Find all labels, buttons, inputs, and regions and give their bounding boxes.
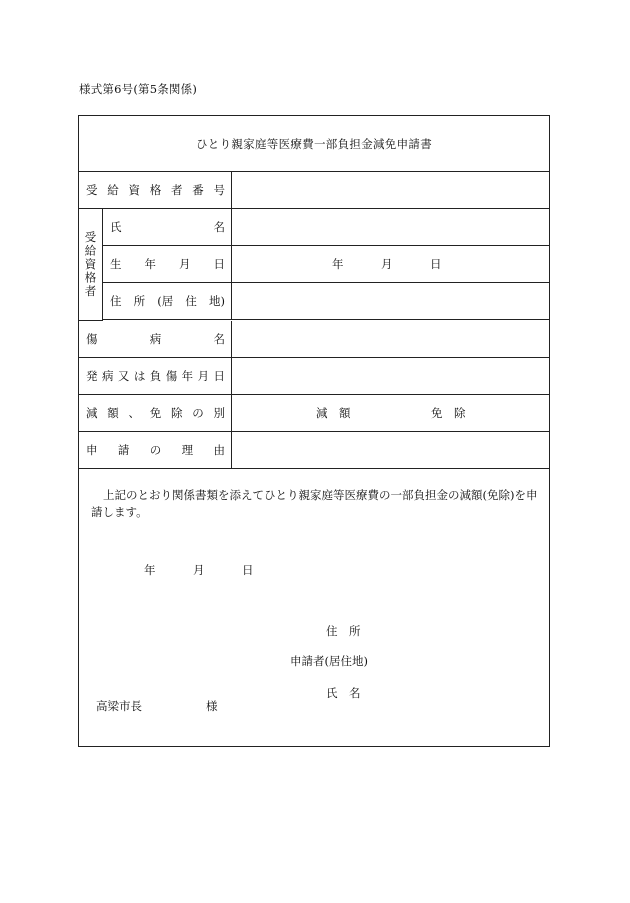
address-field[interactable] (232, 283, 549, 319)
label-char: 給 (107, 183, 119, 197)
label-char: 傷 (165, 369, 178, 383)
recipient-number-field[interactable] (232, 172, 549, 208)
row-type (79, 395, 549, 432)
label-char: 病 (101, 369, 114, 383)
onset-date-field[interactable] (232, 358, 549, 394)
label-char: 又 (117, 369, 130, 383)
label-type (79, 395, 232, 431)
row-address (103, 283, 549, 320)
birthdate-field[interactable] (232, 246, 549, 282)
exemption-option[interactable]: 免 除 (431, 406, 466, 420)
label-char: (居 (157, 294, 174, 308)
form-number: 様式第6号(第5条関係) (79, 82, 198, 96)
label-char: 地) (209, 294, 225, 308)
applicant-name-label: 氏 名 (326, 686, 361, 700)
application-date[interactable] (144, 562, 254, 578)
illness-field[interactable] (232, 321, 549, 357)
label-char: は (133, 369, 146, 383)
applicant-label: 申請者(居住地) (290, 654, 368, 668)
birth-year-unit: 年 (332, 257, 344, 271)
label-char: 年 (144, 257, 156, 271)
row-onset (79, 358, 549, 395)
date-month-unit: 月 (193, 563, 205, 577)
applicant-address-label: 住 所 (326, 624, 361, 638)
label-char: 除 (171, 406, 183, 420)
form-title: ひとり親家庭等医療費一部負担金減免申請書 (79, 116, 549, 172)
label-char: 負 (149, 369, 162, 383)
label-char: 年 (181, 369, 194, 383)
label-address (103, 283, 232, 319)
label-char: 減 (86, 406, 98, 420)
label-char: 請 (117, 443, 130, 457)
row-birthdate (103, 246, 549, 283)
label-char: 月 (179, 257, 191, 271)
row-name (103, 209, 549, 246)
label-char: 理 (181, 443, 194, 457)
label-char: 番 (192, 183, 204, 197)
label-char: 日 (213, 257, 225, 271)
label-char: 住 (185, 294, 197, 308)
label-char: 名 (213, 220, 225, 234)
label-char: 格 (149, 183, 162, 197)
birth-month-unit: 月 (381, 257, 393, 271)
label-char: 名 (213, 332, 225, 346)
label-char: 所 (133, 294, 146, 308)
label-recipient-number (79, 172, 232, 208)
recipient-group-label: 受給資格者 (83, 230, 98, 299)
label-char: 病 (149, 332, 162, 346)
label-char: 氏 (110, 220, 122, 234)
label-char: 免 (149, 406, 162, 420)
type-field (232, 395, 549, 431)
label-char: 申 (86, 443, 98, 457)
date-day-unit: 日 (242, 563, 254, 577)
addressee-honorific: 様 (206, 699, 218, 713)
label-char: の (192, 406, 204, 420)
reduction-option[interactable]: 減 額 (316, 406, 351, 420)
application-statement: 上記のとおり関係書類を添えてひとり親家庭等医療費の一部負担金の減額(免除)を申請します。 (91, 488, 538, 519)
label-char: 住 (110, 294, 122, 308)
reason-field[interactable] (232, 432, 549, 468)
label-char: 者 (171, 183, 183, 197)
row-reason (79, 432, 549, 469)
label-char: 月 (197, 369, 210, 383)
label-birthdate (103, 246, 232, 282)
name-field[interactable] (232, 209, 549, 245)
label-char: 号 (213, 183, 225, 197)
label-onset (79, 358, 232, 394)
date-year-unit: 年 (144, 563, 156, 577)
label-char: 生 (110, 257, 122, 271)
recipient-group-header (79, 209, 103, 321)
label-char: の (149, 443, 162, 457)
application-form (78, 115, 550, 747)
label-char: 日 (213, 369, 225, 383)
row-illness (79, 321, 549, 358)
label-illness (79, 321, 232, 357)
label-char: 傷 (86, 332, 98, 346)
label-char: 発 (86, 369, 98, 383)
label-reason (79, 432, 232, 468)
label-char: 別 (213, 406, 225, 420)
label-char: 、 (128, 406, 140, 420)
addressee (96, 698, 218, 714)
label-name (103, 209, 232, 245)
label-char: 資 (128, 183, 140, 197)
addressee-mayor: 高梁市長 (96, 699, 142, 713)
birth-day-unit: 日 (430, 257, 442, 271)
label-char: 由 (213, 443, 225, 457)
label-char: 受 (86, 183, 98, 197)
row-recipient-number (79, 172, 549, 209)
label-char: 額 (107, 406, 119, 420)
